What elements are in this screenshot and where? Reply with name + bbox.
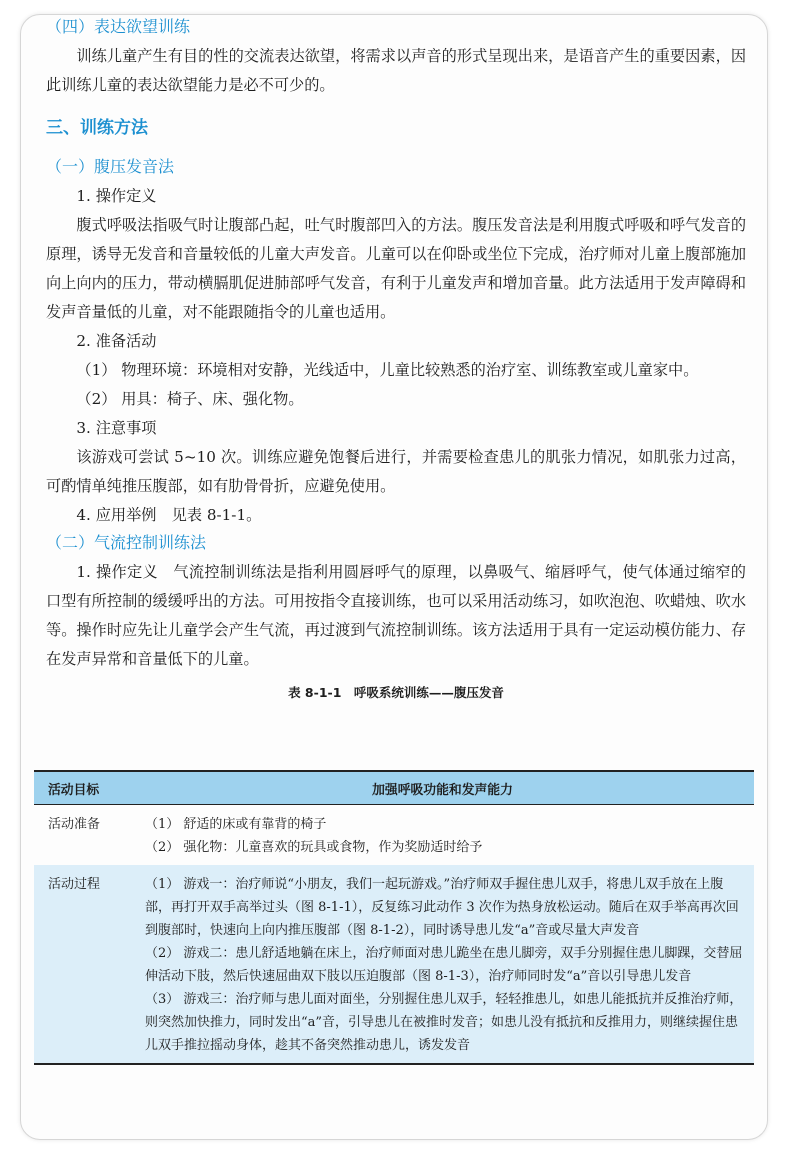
method1-prep-environment: （1） 物理环境：环境相对安静，光线适中，儿童比较熟悉的治疗室、训练教室或儿童家中。: [76, 361, 699, 379]
method1-example: 4. 应用举例 见表 8-1-1。: [76, 506, 262, 524]
table-line: （1） 游戏一：治疗师说“小朋友，我们一起玩游戏。”治疗师双手握住患儿双手，将患儿双手放在上腹部，再打开双手高举过头（图 8-1-1），反复练习此动作 3 次作为热身放松运动。随后在双手举高再次回到腹部时，快速向上向内推压腹部（图 8-1-2），同时诱导患儿发“a”音或尽量大声发音: [145, 877, 739, 938]
table-row: [34, 805, 754, 866]
table-line: （2） 强化物：儿童喜欢的玩具或食物，作为奖励适时给予: [145, 840, 483, 855]
method2-heading: （二）气流控制训练法: [46, 533, 207, 552]
table-line: （2） 游戏二：患儿舒适地躺在床上，治疗师面对患儿跪坐在患儿脚旁，双手分别握住患儿脚踝，交替屈伸活动下肢，然后快速屈曲双下肢以压迫腹部（图 8-1-3），治疗师同时发“a”音以引导患儿发音: [145, 946, 743, 984]
method1-notes-paragraph: 该游戏可尝试 5~10 次。训练应避免饱餐后进行，并需要检查患儿的肌张力情况，如肌张力过高，可酌情单纯推压腹部，如有肋骨骨折，应避免使用。: [46, 448, 746, 495]
row-label-preparation: 活动准备: [48, 817, 101, 832]
table-caption: 表 8-1-1 呼吸系统训练——腹压发音: [288, 685, 504, 700]
method1-heading: （一）腹压发音法: [46, 157, 175, 176]
row-content-process: [131, 865, 754, 1064]
method1-def-paragraph: 腹式呼吸法指吸气时让腹部凸起，吐气时腹部凹入的方法。腹压发音法是利用腹式呼吸和呼气发音的原理，诱导无发音和音量较低的儿童大声发音。儿童可以在仰卧或坐位下完成，治疗师对儿童上腹部施加向上向内的压力，带动横膈肌促进肺部呼气发音，有利于儿童发声和增加音量。此方法适用于发声障碍和发声音量低的儿童，对不能跟随指令的儿童也适用。: [46, 216, 746, 321]
table-row: [34, 865, 754, 1064]
section4-heading: （四）表达欲望训练: [46, 17, 191, 36]
activity-table: [34, 770, 754, 1065]
method2-def-paragraph: 1. 操作定义 气流控制训练法是指利用圆唇呼气的原理，以鼻吸气、缩唇呼气，使气体通过缩窄的口型有所控制的缓缓呼出的方法。可用按指令直接训练，也可以采用活动练习，如吹泡泡、吹蜡烛、吹水等。操作时应先让儿童学会产生气流，再过渡到气流控制训练。该方法适用于具有一定运动模仿能力、存在发声异常和音量低下的儿童。: [46, 563, 746, 668]
table-header-row: [34, 771, 754, 805]
method1-prep-tools: （2） 用具：椅子、床、强化物。: [76, 390, 304, 408]
table-line: （1） 舒适的床或有靠背的椅子: [145, 817, 327, 832]
section4-paragraph: 训练儿童产生有目的性的交流表达欲望，将需求以声音的形式呈现出来，是语音产生的重要因素，因此训练儿童的表达欲望能力是必不可少的。: [46, 47, 746, 94]
method1-def-title: 1. 操作定义: [76, 187, 157, 205]
part3-heading: 三、训练方法: [46, 118, 148, 138]
table-line: （3） 游戏三：治疗师与患儿面对面坐，分别握住患儿双手，轻轻推患儿，如患儿能抵抗并反推治疗师，则突然加快推力，同时发出“a”音，引导患儿在被推时发音；如患儿没有抵抗和反推用力，则继续握住患儿双手推拉摇动身体，趁其不备突然推动患儿，诱发发音: [145, 992, 743, 1053]
table-header-label: 活动目标: [34, 771, 131, 805]
table-header-value: 加强呼吸功能和发声能力: [131, 771, 754, 805]
method1-prep-title: 2. 准备活动: [76, 332, 157, 350]
row-content-preparation: [131, 805, 754, 866]
method1-notes-title: 3. 注意事项: [76, 419, 157, 437]
page-content: [46, 14, 746, 710]
row-label-process: 活动过程: [34, 865, 131, 1064]
